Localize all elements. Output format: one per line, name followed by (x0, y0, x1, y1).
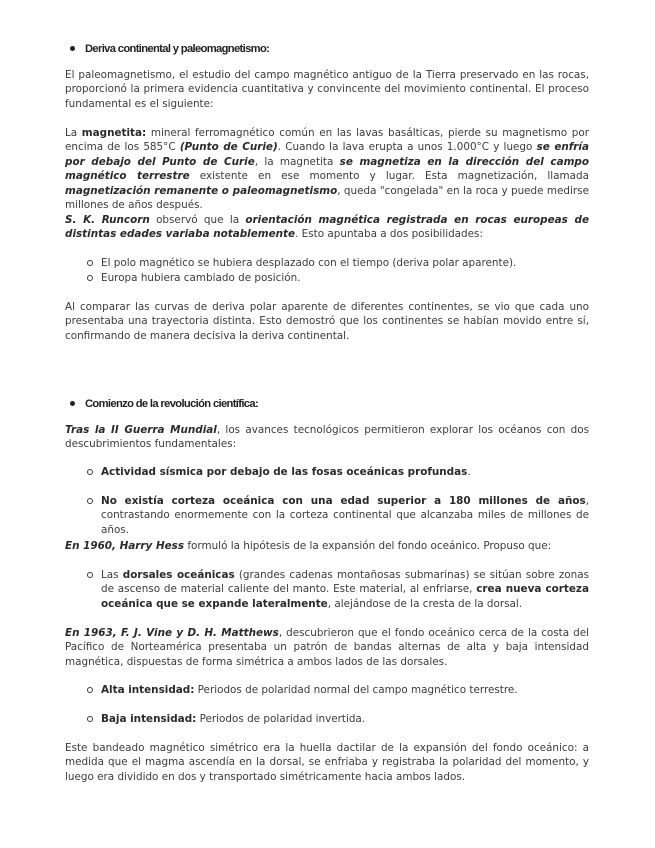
bullet-icon (70, 401, 75, 406)
paragraph-intro-revolucion: Tras la II Guerra Mundial, los avances tecnológicos permitieron explorar los océanos con dos descubrimientos fundamentales: (65, 424, 589, 451)
paragraph-conclusion-bandeado: Este bandeado magnético simétrico era la huella dactilar de la expansión del fondo oceánico: a medida que el magma ascendía en la dorsal, se enfriaba y registraba la polaridad del momento, y luego era dividido en dos y transportado simétricamente hacia ambos lados. (65, 742, 589, 783)
circle-bullet-icon (87, 572, 93, 578)
list-item: No existía corteza oceánica con una edad superior a 180 millones de años, contrastando enormemente con la corteza continental que alcanzaba miles de millones de años. (101, 494, 589, 537)
paragraph-magnetita: La magnetita: mineral ferromagnético común en las lavas basálticas, pierde su magnetismo por encima de los 585°C (Punto de Curie). Cuando la lava erupta a unos 1.000°C y luego se enfría por debajo del Punto de Curie, la magnetita se magnetiza en la dirección del campo magnético terrestre existente en ese momento y lugar. Esta magnetización, llamada magnetización remanente o paleomagnetismo, queda "congelada" en la roca y puede medirse millones de años después. (65, 127, 589, 212)
paragraph-intro-paleomagnetismo: El paleomagnetismo, el estudio del campo magnético antiguo de la Tierra preservado en las rocas, proporcionó la primera evidencia cuantitativa y convincente del movimiento continental. El proceso fundamental es el siguiente: (65, 69, 589, 110)
section-heading-deriva: Deriva continental y paleomagnetismo: (70, 42, 269, 56)
circle-bullet-icon (87, 469, 93, 475)
list-item: Las dorsales oceánicas (grandes cadenas montañosas submarinas) se sitúan sobre zonas de ascenso de material caliente del manto. Este material, al enfriarse, crea nueva corteza oceánica que se expande lateralmente, alejándose de la cresta de la dorsal. (101, 568, 589, 611)
circle-bullet-icon (87, 687, 93, 693)
paragraph-hess: En 1960, Harry Hess formuló la hipótesis de la expansión del fondo oceánico. Propuso que: (65, 540, 552, 552)
section-heading-revolucion: Comienzo de la revolución científica: (70, 397, 258, 411)
list-item: Europa hubiera cambiado de posición. (101, 271, 589, 285)
list-item: El polo magnético se hubiera desplazado con el tiempo (deriva polar aparente). (101, 256, 589, 270)
bullet-icon (70, 46, 75, 51)
paragraph-runcorn: S. K. Runcorn observó que la orientación magnética registrada en rocas europeas de distintas edades variaba notablemente. Esto apuntaba a dos posibilidades: (65, 214, 589, 241)
list-item: Alta intensidad: Periodos de polaridad normal del campo magnético terrestre. (101, 683, 589, 697)
list-item: Actividad sísmica por debajo de las fosas oceánicas profundas. (101, 465, 589, 479)
circle-bullet-icon (87, 275, 93, 281)
circle-bullet-icon (87, 260, 93, 266)
paragraph-vine-matthews: En 1963, F. J. Vine y D. H. Matthews, descubrieron que el fondo oceánico cerca de la costa del Pacífico de Norteamérica presentaba un patrón de bandas alternas de alta y baja intensidad magnética, dispuestas de forma simétrica a ambos lados de las dorsales. (65, 627, 589, 668)
list-item: Baja intensidad: Periodos de polaridad invertida. (101, 712, 589, 726)
circle-bullet-icon (87, 498, 93, 504)
circle-bullet-icon (87, 716, 93, 722)
paragraph-conclusion-deriva: Al comparar las curvas de deriva polar aparente de diferentes continentes, se vio que cada uno presentaba una trayectoria distinta. Esto demostró que los continentes se habían movido entre sí, confirmando de manera decisiva la deriva continental. (65, 301, 589, 342)
